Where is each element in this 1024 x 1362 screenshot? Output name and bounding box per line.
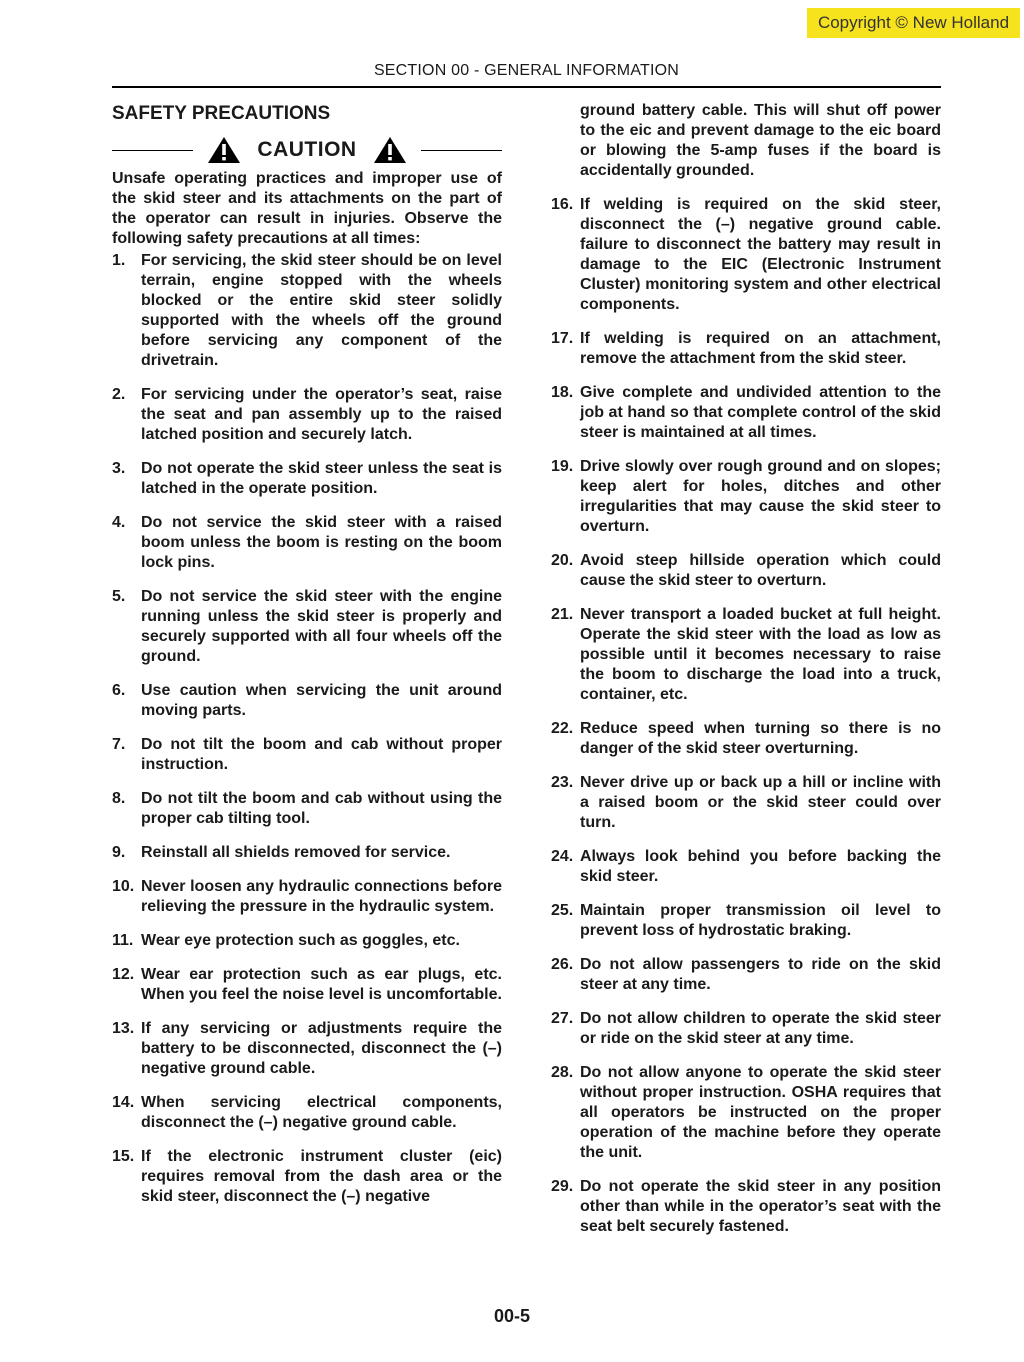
list-item — [551, 901, 941, 941]
item-number: 25. — [551, 902, 574, 919]
list-item — [112, 789, 502, 829]
item-number: 29. — [551, 1178, 574, 1195]
item-number: 6. — [112, 682, 126, 699]
item-text: Never loosen any hydraulic connections before relieving the pressure in the hydraulic system. — [141, 878, 502, 915]
item-text: Do not tilt the boom and cab without using the proper cab tilting tool. — [141, 790, 502, 827]
list-item — [112, 735, 502, 775]
precaution-list-left — [112, 251, 502, 1207]
item-number: 18. — [551, 384, 574, 401]
list-item — [112, 385, 502, 445]
list-item — [112, 1147, 502, 1207]
divider — [421, 150, 502, 151]
list-item — [551, 195, 941, 315]
item-number: 10. — [112, 878, 135, 895]
item-text: For servicing, the skid steer should be on level terrain, engine stopped with the wheels blocked or the entire skid steer solidly supported with the wheels off the ground before servicing any component of the drivetrain. — [141, 252, 502, 369]
item-number: 12. — [112, 966, 135, 983]
item-text: Reinstall all shields removed for service. — [141, 844, 451, 861]
intro-paragraph: Unsafe operating practices and improper use of the skid steer and its attachments on the part of the operator can result in injuries. Observe the following safety precautions at all times: — [112, 170, 502, 247]
section-header: SECTION 00 - GENERAL INFORMATION — [373, 62, 680, 79]
item-number: 26. — [551, 956, 574, 973]
item-number: 22. — [551, 720, 574, 737]
item-text: Never transport a loaded bucket at full height. Operate the skid steer with the load as low as possible until it becomes necessary to raise the boom to discharge the load into a truck, container, etc. — [580, 606, 941, 703]
item-text: Give complete and undivided attention to the job at hand so that complete control of the skid steer is maintained at all times. — [580, 384, 941, 441]
item-number: 11. — [112, 932, 134, 949]
item-text: Do not allow passengers to ride on the skid steer at any time. — [580, 956, 941, 993]
warning-triangle-icon — [207, 136, 241, 164]
item-text: Do not operate the skid steer unless the seat is latched in the operate position. — [141, 460, 502, 497]
item-text: For servicing under the operator’s seat, raise the seat and pan assembly up to the raised latched position and securely latch. — [141, 386, 502, 443]
item-text: Maintain proper transmission oil level to prevent loss of hydrostatic braking. — [580, 902, 941, 939]
item-number: 24. — [551, 848, 574, 865]
list-item — [112, 587, 502, 667]
list-item — [112, 1019, 502, 1079]
list-item — [551, 551, 941, 591]
item-text: Use caution when servicing the unit around moving parts. — [141, 682, 502, 719]
list-item — [551, 329, 941, 369]
item-text: Reduce speed when turning so there is no danger of the skid steer overturning. — [580, 720, 941, 757]
list-item — [551, 1177, 941, 1237]
item-text: Do not allow children to operate the skid steer or ride on the skid steer at any time. — [580, 1010, 941, 1047]
list-item — [112, 1093, 502, 1133]
item-number: 1. — [112, 252, 126, 269]
item-number: 8. — [112, 790, 126, 807]
divider — [112, 150, 193, 151]
caution-banner — [112, 133, 502, 167]
item-number: 13. — [112, 1020, 135, 1037]
list-item — [551, 955, 941, 995]
item-number: 15. — [112, 1148, 135, 1165]
list-item — [112, 513, 502, 573]
item-number: 28. — [551, 1064, 574, 1081]
list-item — [112, 681, 502, 721]
item-number: 19. — [551, 458, 574, 475]
item-text: If the electronic instrument cluster (eic) requires removal from the dash area or the skid steer, disconnect the (–) negative — [141, 1148, 502, 1205]
item-text: Wear eye protection such as goggles, etc. — [141, 932, 460, 949]
list-item — [112, 251, 502, 371]
item-text: Wear ear protection such as ear plugs, etc. When you feel the noise level is uncomfortable. — [141, 966, 502, 1003]
list-item — [112, 877, 502, 917]
item-text: When servicing electrical components, disconnect the (–) negative ground cable. — [141, 1094, 502, 1131]
list-item — [112, 931, 502, 951]
list-item — [112, 459, 502, 499]
item-number: 21. — [551, 606, 574, 623]
item-text: Do not allow anyone to operate the skid steer without proper instruction. OSHA requires that all operators be instructed on the proper operation of the machine before they operate the unit. — [580, 1064, 941, 1161]
item-text: If welding is required on an attachment, remove the attachment from the skid steer. — [580, 330, 941, 367]
list-item — [551, 773, 941, 833]
item-text: Do not service the skid steer with a raised boom unless the boom is resting on the boom lock pins. — [141, 514, 502, 571]
list-item — [551, 457, 941, 537]
item-text: Do not operate the skid steer in any position other than while in the operator’s seat with the seat belt securely fastened. — [580, 1178, 941, 1235]
item-number: 5. — [112, 588, 126, 605]
warning-triangle-icon — [373, 136, 407, 164]
list-item — [551, 605, 941, 705]
right-column — [551, 101, 941, 1251]
page-title: SAFETY PRECAUTIONS — [112, 103, 331, 124]
list-item — [551, 1063, 941, 1163]
item-number: 3. — [112, 460, 126, 477]
item-text: Drive slowly over rough ground and on slopes; keep alert for holes, ditches and other irregularities that may cause the skid steer to overturn. — [580, 458, 941, 535]
caution-label: CAUTION — [257, 138, 357, 161]
item-number: 14. — [112, 1094, 135, 1111]
item-text: Always look behind you before backing the skid steer. — [580, 848, 941, 885]
item-text: Do not tilt the boom and cab without proper instruction. — [141, 736, 502, 773]
item-text: If welding is required on the skid steer, disconnect the (–) negative ground cable. failure to disconnect the battery may result in damage to the EIC (Electronic Instrument Cluster) monitoring system and other electrical components. — [580, 196, 941, 313]
copyright-banner: Copyright © New Holland — [807, 8, 1020, 38]
item-number: 27. — [551, 1010, 574, 1027]
item-number: 17. — [551, 330, 574, 347]
item-text: If any servicing or adjustments require the battery to be disconnected, disconnect the (–) negative ground cable. — [141, 1020, 502, 1077]
item-number: 23. — [551, 774, 574, 791]
list-item — [551, 1009, 941, 1049]
item-number: 16. — [551, 196, 574, 213]
header-rule — [112, 86, 941, 88]
list-item — [551, 719, 941, 759]
item-text: Do not service the skid steer with the engine running unless the skid steer is properly and securely supported with all four wheels off the ground. — [141, 588, 502, 665]
list-item — [551, 383, 941, 443]
item-number: 2. — [112, 386, 126, 403]
item-number: 4. — [112, 514, 126, 531]
page-number: 00-5 — [493, 1306, 531, 1326]
precaution-list-right — [551, 195, 941, 1237]
list-item — [112, 843, 502, 863]
item-number: 9. — [112, 844, 126, 861]
item-text: Avoid steep hillside operation which could cause the skid steer to overturn. — [580, 552, 941, 589]
left-column — [112, 101, 502, 1221]
item-text: Never drive up or back up a hill or incline with a raised boom or the skid steer could over turn. — [580, 774, 941, 831]
list-item — [112, 965, 502, 1005]
item-number: 20. — [551, 552, 574, 569]
list-item — [551, 847, 941, 887]
item-15-continuation: ground battery cable. This will shut off power to the eic and prevent damage to the eic board or blowing the 5-amp fuses if the board is accidentally grounded. — [580, 102, 941, 179]
item-number: 7. — [112, 736, 126, 753]
